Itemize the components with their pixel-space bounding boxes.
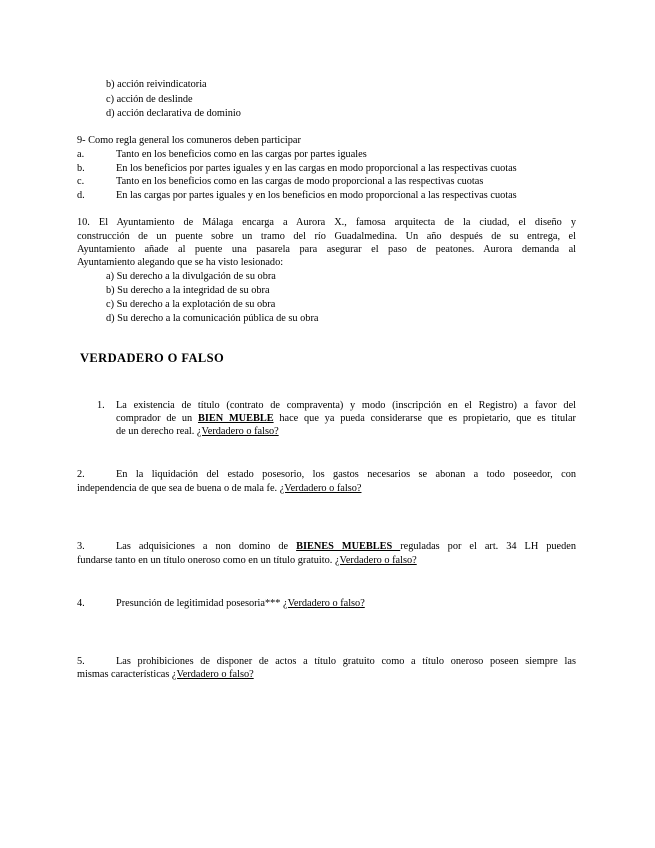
vf3-bienes-muebles: BIENES MUEBLES <box>296 541 401 552</box>
vf5-true-false-prompt: ¿Verdadero o falso? <box>171 669 254 680</box>
vf2-line-2 <box>77 482 361 495</box>
vf5-line-2-pre: mismas características <box>77 669 172 680</box>
vf4-true-false-prompt: ¿Verdadero o falso? <box>283 598 365 609</box>
q10-option-d: d) Su derecho a la comunicación pública de su obra <box>106 313 319 324</box>
vf4-line-1 <box>116 597 365 610</box>
q9-option-a-text: Tanto en los beneficios como en las cargas por partes iguales <box>116 149 367 160</box>
vf4-number: 4. <box>77 598 85 609</box>
vf5-line-2 <box>77 668 254 681</box>
q9-option-b-letter: b. <box>77 163 85 174</box>
q9-prompt: 9- Como regla general los comuneros deben participar <box>77 135 301 146</box>
q10-line-1: 10. El Ayuntamiento de Málaga encarga a Aurora X., famosa arquitecta de la ciudad, el diseño y <box>77 217 576 228</box>
vf3-line-1-post: reguladas por el art. 34 LH pueden <box>400 541 576 552</box>
q8-option-d: d) acción declarativa de dominio <box>106 108 241 119</box>
vf1-bien-mueble: BIEN MUEBLE <box>197 413 274 424</box>
vf5-line-1: Las prohibiciones de disponer de actos a título gratuito como a título oneroso poseen siempre las <box>116 656 576 667</box>
q8-option-b: b) acción reivindicatoria <box>106 79 207 90</box>
q10-line-4: Ayuntamiento alegando que se ha visto lesionado: <box>77 257 284 268</box>
vf5-number: 5. <box>77 656 85 667</box>
vf1-line-2-post: hace que ya pueda considerarse que es propietario, que es titular <box>273 413 576 424</box>
vf3-true-false-prompt: ¿Verdadero o falso? <box>334 555 417 566</box>
section-title: VERDADERO O FALSO <box>80 351 225 365</box>
vf2-true-false-prompt: ¿Verdadero o falso? <box>279 483 362 494</box>
vf2-number: 2. <box>77 469 85 480</box>
vf1-line-1: La existencia de título (contrato de compraventa) y modo (inscripción en el Registro) a favor del <box>116 400 576 411</box>
q10-option-a: a) Su derecho a la divulgación de su obra <box>106 271 276 282</box>
q9-option-c-letter: c. <box>77 176 85 187</box>
vf3-number: 3. <box>77 541 85 552</box>
vf3-line-2-pre: fundarse tanto en un título oneroso como en un título gratuito. <box>77 555 335 566</box>
vf3-line-2 <box>77 554 417 567</box>
vf1-line-2-pre: comprador de un <box>116 413 198 424</box>
q9-option-d-text: En las cargas por partes iguales y en los beneficios en modo proporcional a las respectivas cuotas <box>116 190 517 201</box>
vf1-true-false-prompt: ¿Verdadero o falso? <box>196 426 279 437</box>
vf1-line-3-pre: de un derecho real. <box>116 426 197 437</box>
q9-option-a-letter: a. <box>77 149 85 160</box>
q9-option-b-text: En los beneficios por partes iguales y en las cargas en modo proporcional a las respectivas cuotas <box>116 163 517 174</box>
vf3-line-1-pre: Las adquisiciones a non domino de <box>116 541 297 552</box>
q10-line-3: Ayuntamiento añade al puente una pasarela para asegurar el paso de peatones. Aurora demanda al <box>77 244 576 255</box>
vf2-line-2-pre: independencia de que sea de buena o de mala fe. <box>77 483 280 494</box>
q10-option-c: c) Su derecho a la explotación de su obra <box>106 299 276 310</box>
vf1-number: 1. <box>97 400 105 411</box>
vf2-line-1: En la liquidación del estado posesorio, los gastos necesarios se abonan a todo poseedor, con <box>116 469 576 480</box>
q10-line-2: construcción de un puente sobre un tramo del río Guadalmedina. Un año después de su entrega, el <box>77 231 576 242</box>
q9-option-c-text: Tanto en los beneficios como en las cargas de modo proporcional a las respectivas cuotas <box>116 176 484 187</box>
q9-option-d-letter: d. <box>77 190 85 201</box>
vf1-line-2 <box>116 412 576 425</box>
vf3-line-1 <box>116 540 576 553</box>
vf1-line-3 <box>116 425 279 438</box>
vf4-text: Presunción de legitimidad posesoria*** <box>116 598 284 609</box>
q8-option-c: c) acción de deslinde <box>106 94 193 105</box>
q10-option-b: b) Su derecho a la integridad de su obra <box>106 285 270 296</box>
